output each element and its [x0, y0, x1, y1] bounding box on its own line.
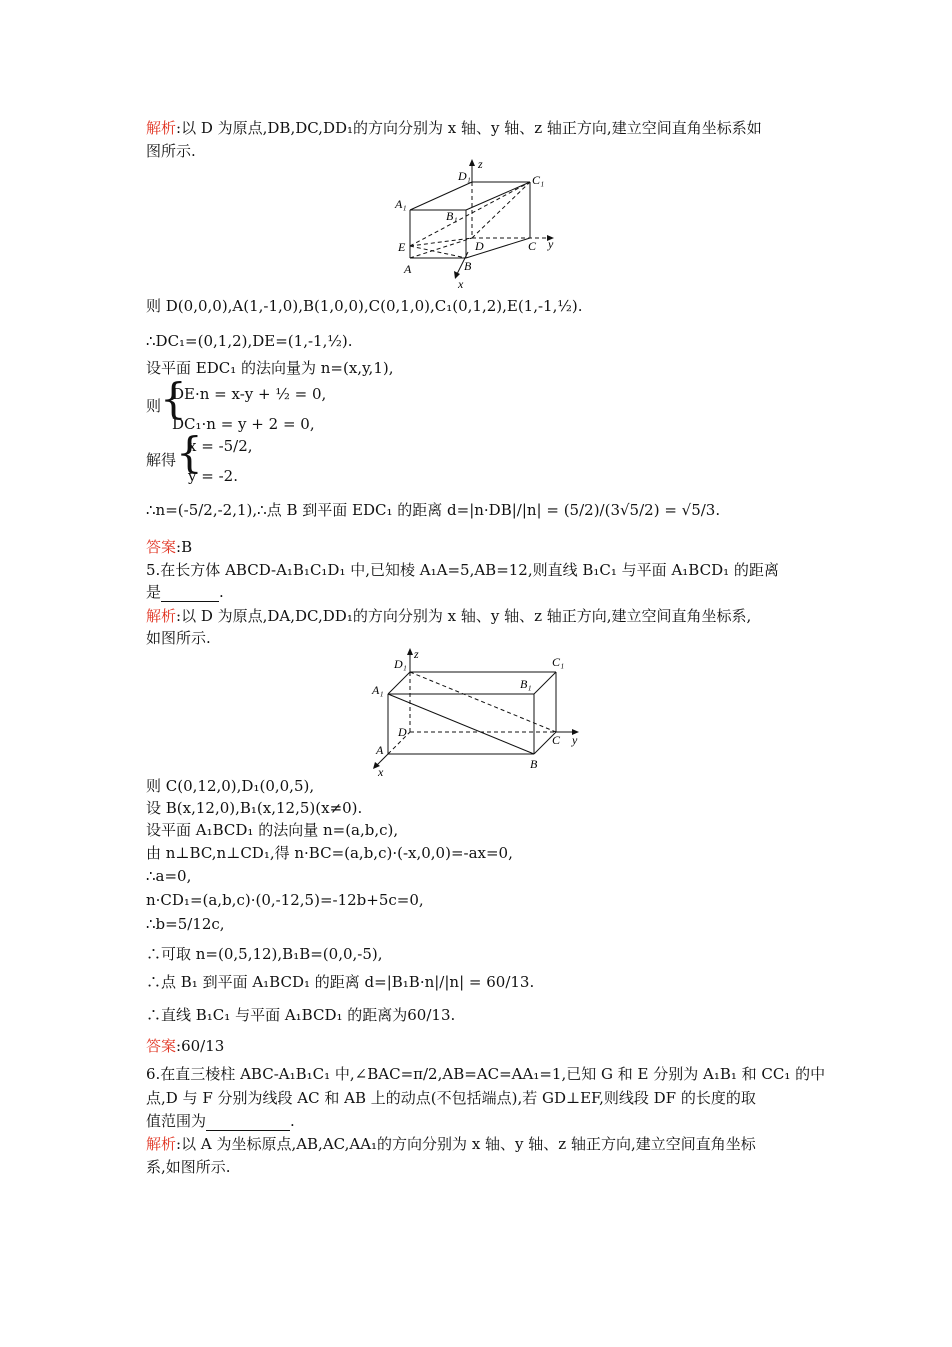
q6-stem-text3: 值范围为	[146, 1112, 207, 1130]
q4-figure	[392, 158, 562, 290]
svg-text:A: A	[376, 743, 384, 757]
svg-text:A₁: A₁	[395, 197, 407, 211]
q5-answer-line	[146, 1036, 224, 1056]
q4-normal-line: 设平面 EDC₁ 的法向量为 n=(x,y,1),	[146, 359, 394, 377]
q4-solve-brace: {	[176, 428, 203, 477]
q6-stem-line3: 值范围为 .	[146, 1112, 295, 1130]
q4-distance-line: ∴n=(-5/2,-2,1),∴点 B 到平面 EDC₁ 的距离 d=|n·DB|/|n| = (5/2)/(3√5/2) = √5/3.	[146, 501, 721, 519]
q5-line-normal: 设平面 A₁BCD₁ 的法向量 n=(a,b,c),	[146, 821, 399, 839]
q6-intro-line	[146, 1134, 756, 1154]
svg-text:D₁: D₁	[458, 169, 471, 183]
svg-text:A: A	[404, 262, 412, 276]
q6-jiexi-label: 解析	[146, 1135, 177, 1153]
q6-stem-line1: 6.在直三棱柱 ABC-A₁B₁C₁ 中,∠BAC=π/2,AB=AC=AA₁=1,已知 G 和 E 分别为 A₁B₁ 和 CC₁ 的中	[146, 1065, 826, 1083]
svg-text:A₁: A₁	[372, 683, 384, 697]
svg-text:C₁: C₁	[552, 655, 565, 669]
svg-text:x: x	[458, 277, 464, 290]
q5-line-choose-n: ∴可取 n=(0,5,12),B₁B=(0,0,-5),	[146, 945, 383, 963]
q5-intro-text: :以 D 为原点,DA,DC,DD₁的方向分别为 x 轴、y 轴、z 轴正方向,建立空间直角坐标系,	[176, 607, 752, 625]
q4-solve-eq2: y = -2.	[188, 467, 238, 485]
q6-intro-line2: 系,如图所示.	[146, 1158, 231, 1176]
edge-EC1	[410, 182, 530, 246]
q5-line-c-d1: 则 C(0,12,0),D₁(0,0,5),	[146, 777, 315, 795]
q5-intro-line	[146, 606, 751, 626]
q4-system-eq1: DE·n = x-y + ½ = 0,	[172, 385, 327, 403]
q5-line-perp: 由 n⊥BC,n⊥CD₁,得 n·BC=(a,b,c)·(-x,0,0)=-ax=0,	[146, 844, 513, 862]
svg-text:B₁: B₁	[446, 209, 458, 223]
q4-answer-value: :B	[176, 538, 193, 556]
q5-line-conclusion: ∴直线 B₁C₁ 与平面 A₁BCD₁ 的距离为60/13.	[146, 1006, 456, 1024]
q5-answer-blank	[161, 587, 219, 602]
svg-text:z: z	[478, 158, 483, 171]
q5-line-cd1: n·CD₁=(a,b,c)·(0,-12,5)=-12b+5c=0,	[146, 891, 424, 909]
q4-intro-text: :以 D 为原点,DB,DC,DD₁的方向分别为 x 轴、y 轴、z 轴正方向,建立空间直角坐标系如	[176, 119, 762, 137]
svg-text:D: D	[475, 239, 484, 253]
svg-text:y: y	[548, 237, 554, 251]
q5-jiexi-label: 解析	[146, 607, 177, 625]
q4-coords-line: 则 D(0,0,0),A(1,-1,0),B(1,0,0),C(0,1,0),C₁(0,1,2),E(1,-1,½).	[146, 297, 583, 315]
q4-dc1-de-line: ∴DC₁=(0,1,2),DE=(1,-1,½).	[146, 332, 353, 350]
q5-answer-label: 答案	[146, 1037, 177, 1055]
q5-answer-value: :60/13	[176, 1037, 225, 1055]
q4-intro-line	[146, 118, 762, 138]
edge-A1D1	[388, 672, 410, 694]
svg-text:C: C	[552, 733, 561, 747]
edge-A1D1	[410, 182, 472, 210]
q5-line-a0: ∴a=0,	[146, 867, 192, 885]
svg-text:x: x	[378, 765, 384, 778]
edge-EB	[410, 246, 466, 258]
q4-intro-line2: 图所示.	[146, 142, 196, 160]
svg-text:C₁: C₁	[532, 173, 545, 187]
svg-text:y: y	[572, 733, 578, 747]
edge-B1C1	[466, 182, 530, 210]
q4-jiexi-label: 解析	[146, 119, 177, 137]
svg-text:D: D	[398, 725, 407, 739]
svg-text:D₁: D₁	[394, 657, 407, 671]
q5-stem-text2: 是	[146, 583, 162, 601]
q4-solve-eq1: x = -5/2,	[188, 437, 253, 455]
q4-solve-label: 解得	[146, 451, 177, 469]
edge-ED	[410, 238, 472, 246]
q5-figure	[366, 646, 588, 778]
q4-system-brace: {	[160, 374, 187, 423]
q5-stem-line1: 5.在长方体 ABCD-A₁B₁C₁D₁ 中,已知棱 A₁A=5,AB=12,则直线 B₁C₁ 与平面 A₁BCD₁ 的距离	[146, 561, 779, 579]
q5-line-b: ∴b=5/12c,	[146, 915, 225, 933]
q5-line-b-b1: 设 B(x,12,0),B₁(x,12,5)(x≠0).	[146, 799, 363, 817]
q4-answer-label: 答案	[146, 538, 177, 556]
q6-intro-text: :以 A 为坐标原点,AB,AC,AA₁的方向分别为 x 轴、y 轴、z 轴正方向,建立空间直角坐标	[176, 1135, 756, 1153]
svg-text:z: z	[414, 647, 419, 661]
q5-line-distance: ∴点 B₁ 到平面 A₁BCD₁ 的距离 d=|B₁B·n|/|n| = 60/13.	[146, 973, 535, 991]
svg-text:E: E	[398, 240, 406, 254]
q6-answer-blank	[206, 1116, 290, 1131]
svg-text:B: B	[464, 259, 472, 273]
svg-text:B: B	[530, 757, 538, 771]
q4-answer-line	[146, 537, 192, 557]
q4-system-label: 则	[146, 397, 162, 415]
q5-stem-line2: 是 .	[146, 583, 224, 601]
q6-stem-line2: 点,D 与 F 分别为线段 AC 和 AB 上的动点(不包括端点),若 GD⊥EF,则线段 DF 的长度的取	[146, 1089, 756, 1107]
edge-B1C1	[534, 672, 556, 694]
q4-system-eq2: DC₁·n = y + 2 = 0,	[172, 415, 315, 433]
edge-DC1	[472, 182, 530, 238]
q5-intro-line2: 如图所示.	[146, 629, 211, 647]
svg-text:C: C	[528, 239, 537, 253]
svg-text:B₁: B₁	[520, 677, 532, 691]
